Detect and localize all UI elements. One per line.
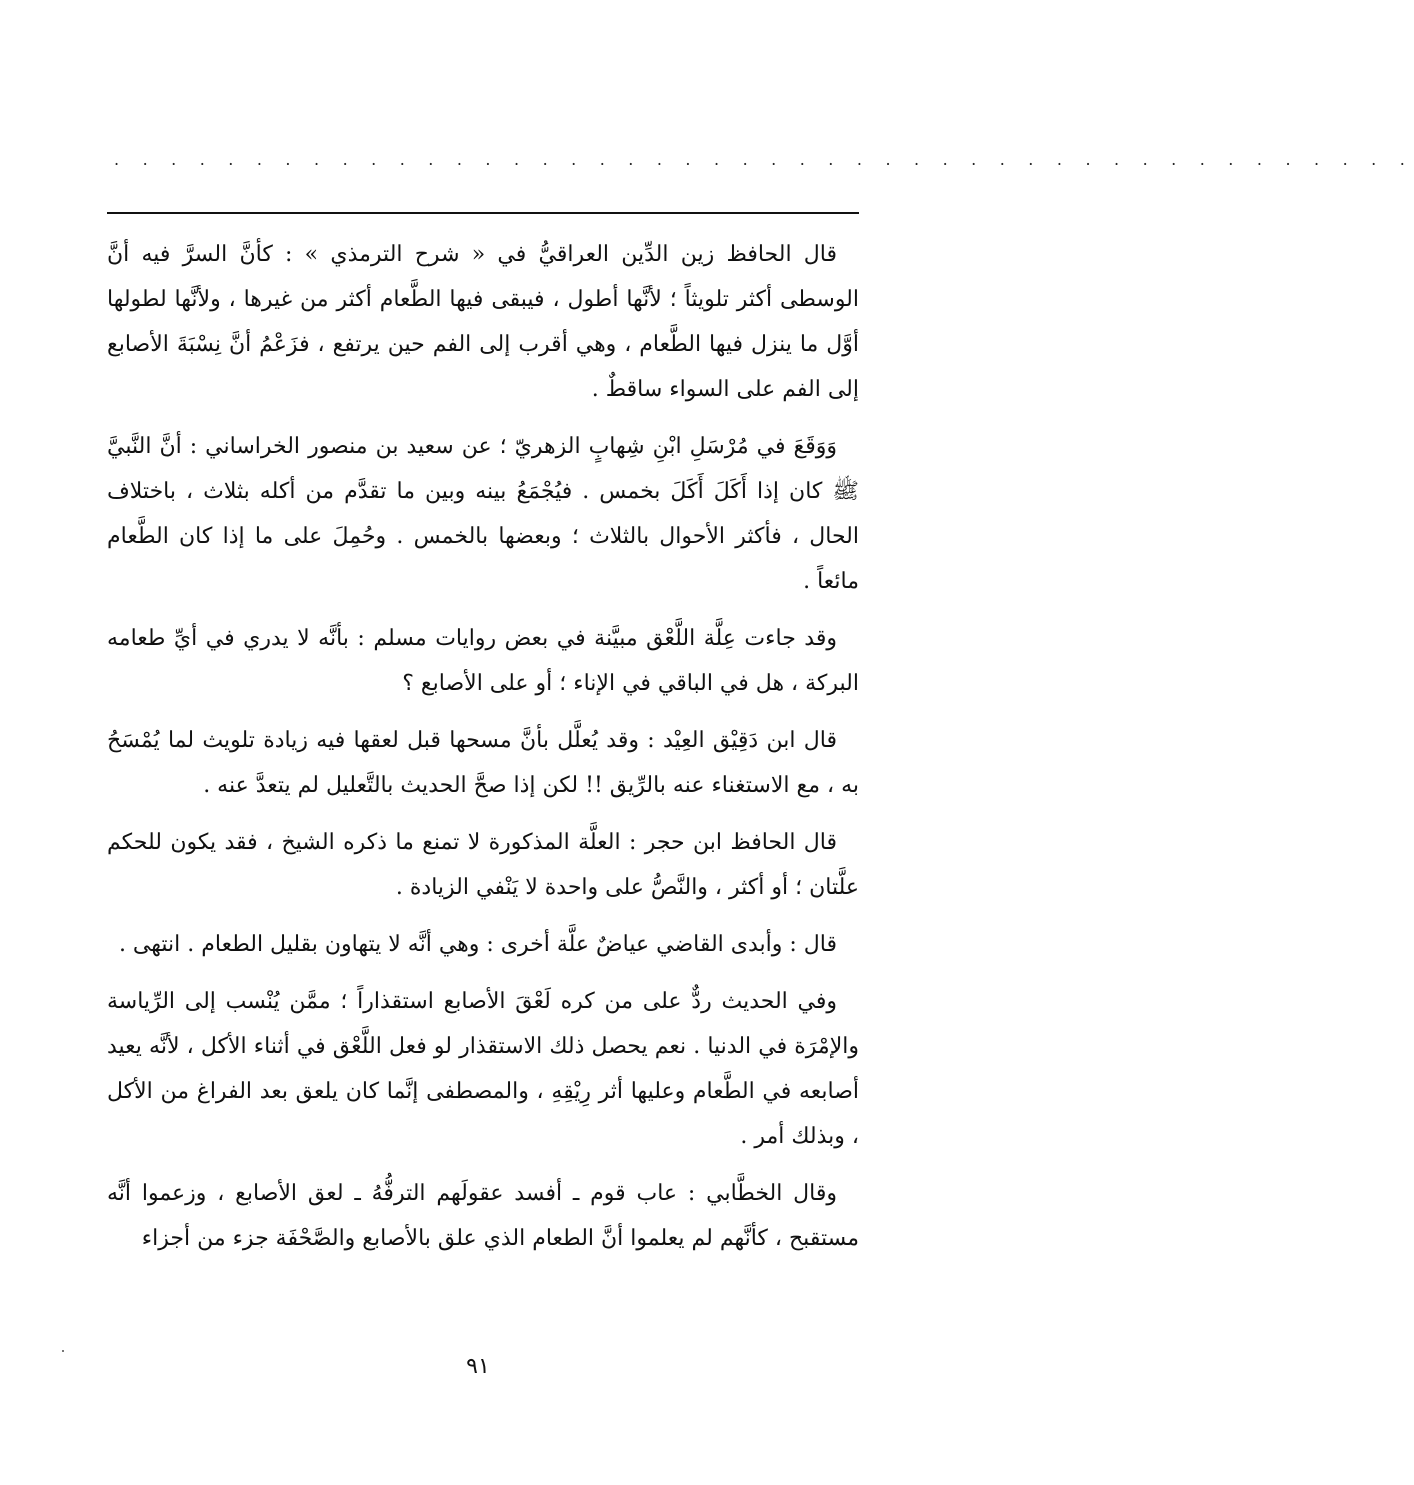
paragraph: قال : وأبدى القاضي عياضٌ علَّة أخرى : وهي أنَّه لا يتهاون بقليل الطعام . انتهى .	[118, 932, 837, 957]
paragraph: قال الحافظ ابن حجر : العلَّة المذكورة لا تمنع ما ذكره الشيخ ، فقد يكون للحكم علَّتان ؛ أو أكثر ، والنَّصُّ على واحدة لا يَنْفي الزيادة .	[107, 830, 859, 900]
page-body	[107, 232, 859, 1273]
paragraph: وقال الخطَّابي : عاب قوم ـ أفسد عقولَهم الترفُّهُ ـ لعق الأصابع ، وزعموا أنَّه مستقبح ، كأنَّهم لم يعلموا أنَّ الطعام الذي علق بالأصابع والصَّحْفَة جزء من أجزاء	[107, 1181, 859, 1251]
header-rule	[107, 212, 859, 214]
paragraph: قال ابن دَقِيْق العِيْد : وقد يُعلَّل بأنَّ مسحها قبل لعقها فيه زيادة تلويث لما يُمْسَحُ به ، مع الاستغناء عنه بالرِّيق !! لكن إذا صحَّ الحديث بالتَّعليل لم يتعدَّ عنه .	[107, 728, 859, 798]
separator-dots: . . . . . . . . . . . . . . . . . . . . . . . . . . . . . . . . . . . . . . . . . . . . . .	[114, 150, 1414, 169]
paragraph: وفي الحديث ردٌّ على من كره لَعْقَ الأصابع استقذاراً ؛ ممَّن يُنْسب إلى الرِّياسة والإمْرَة في الدنيا . نعم يحصل ذلك الاستقذار لو فعل اللَّعْق في أثناء الأكل ، لأنَّه يعيد أصابعه في الطَّعام وعليها أثر رِيْقِهِ ، والمصطفى إنَّما كان يلعق بعد الفراغ من الأكل ، وبذلك أمر .	[107, 989, 859, 1149]
page-number: ٩١	[466, 1354, 490, 1379]
scan-speck	[62, 1350, 64, 1352]
paragraph: قال الحافظ زين الدِّين العراقيُّ في « شرح الترمذي » : كأنَّ السرَّ فيه أنَّ الوسطى أكثر تلويثاً ؛ لأنَّها أطول ، فيبقى فيها الطَّعام أكثر من غيرها ، ولأنَّها لطولها أوَّل ما ينزل فيها الطَّعام ، وهي أقرب إلى الفم حين يرتفع ، فزَعْمُ أنَّ نِسْبَةَ الأصابع إلى الفم على السواء ساقطٌ .	[107, 242, 859, 402]
paragraph: وَوَقَعَ في مُرْسَلِ ابْنِ شِهابٍ الزهريّ ؛ عن سعيد بن منصور الخراساني : أنَّ النَّبيَّ ﷺ كان إذا أَكَلَ أَكَلَ بخمس . فيُجْمَعُ بينه وبين ما تقدَّم من أكله بثلاث ، باختلاف الحال ، فأكثر الأحوال بالثلاث ؛ وبعضها بالخمس . وحُمِلَ على ما إذا كان الطَّعام مائعاً .	[107, 434, 859, 594]
paragraph: وقد جاءت عِلَّة اللَّعْق مبيَّنة في بعض روايات مسلم : بأنَّه لا يدري في أيِّ طعامه البركة ، هل في الباقي في الإناء ؛ أو على الأصابع ؟	[107, 626, 859, 696]
